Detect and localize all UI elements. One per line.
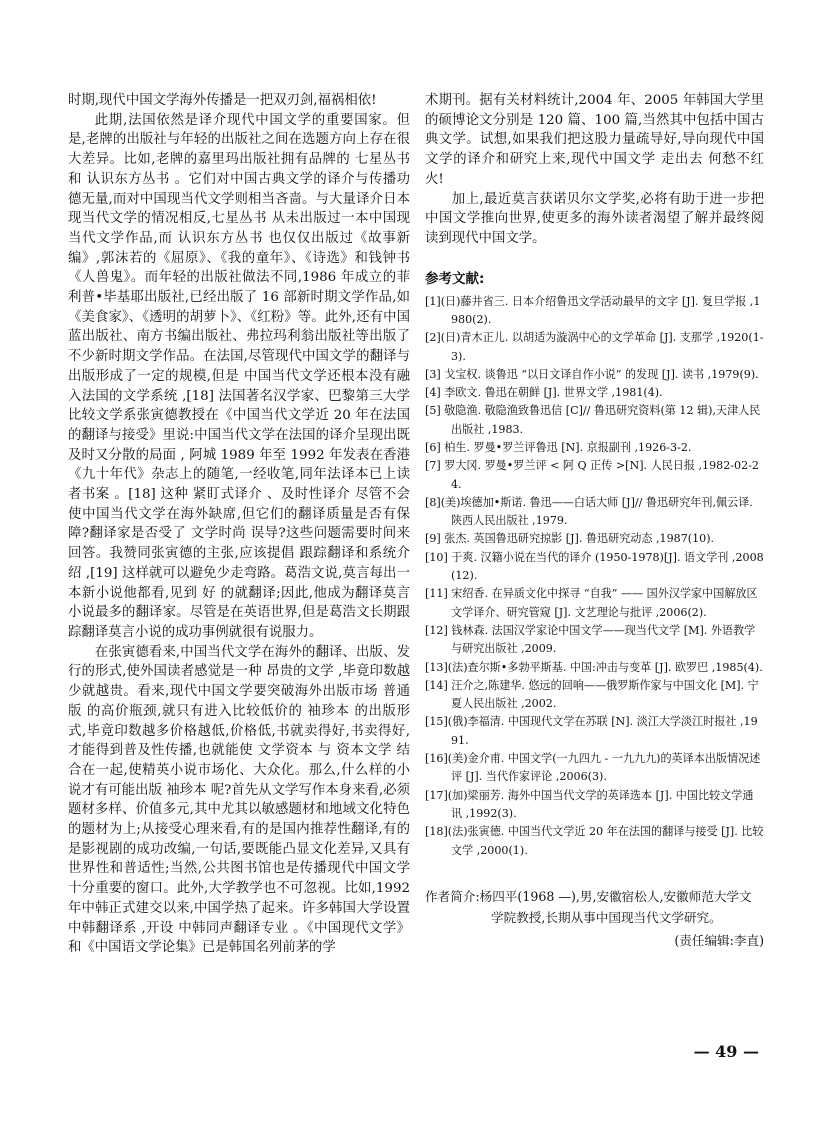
reference-item: [17](加)梁丽芳. 海外中国当代文学的英译选本 [J]. 中国比较文学通讯 ,1992(3). (425, 788, 754, 820)
body-paragraph: 术期刊。据有关材料统计,2004 年、2005 年韩国大学里的硕博论文分别是 120 篇、100 篇,当然其中包括中国古典文学。试想,如果我们把这股力量疏导好,导向现代中国文学的译介和研究上来,现代中国文学 走出去 何愁不红火! (425, 93, 764, 187)
reference-item: [7] 罗大冈. 罗曼•罗兰评 < 阿 Q 正传 >[N]. 人民日报 ,1982-02-24. (425, 459, 759, 491)
reference-item: [14] 汪介之,陈建华. 悠远的回响——俄罗斯作家与中国文化 [M]. 宁夏人民出版社 ,2002. (425, 678, 759, 711)
right-column (425, 91, 764, 951)
body-paragraph: 在张寅德看来,中国当代文学在海外的翻译、出版、发行的形式,使外国读者感觉是一种 昂贵的文学 ,毕竟印数越少就越贵。看来,现代中国文学要突破海外出版市场 普通版 的高价瓶颈,就只有进入比较低价的 袖珍本 的出版形式,毕竟印数越多价格越低,价格低,书就卖得好,书卖得好,才能得到普及性传播,也就能使 文学资本 与 资本文学 结合在一起,使精英小说市场化、大众化。那么,什么样的小说才有可能出版 袖珍本 呢?首先从文学写作本身来看,必须题材多样、价值多元,其中尤其以敏感题材和地域文化特色的题材为上;从接受心理来看,有的是国内推荐性翻译,有的是影视剧的成功改编,一句话,要既能凸显文化差异,又具有世界性和普适性;当然,公共图书馆也是传播现代中国文学十分重要的窗口。此外,大学教学也不可忽视。比如,1992 年中韩正式建交以来,中国学热了起来。许多韩国大学设置 中韩翻译系 ,开设 中韩同声翻译专业 。《中国现代文学》和《中国语文学论集》已是韩国名列前茅的学 (68, 644, 415, 956)
reference-item: [1](日)藤井省三. 日本介绍鲁迅文学活动最早的文字 [J]. 复旦学报 ,1980(2). (425, 294, 761, 326)
body-paragraph: 此期,法国依然是译介现代中国文学的重要国家。但是,老牌的出版社与年轻的出版社之间在选题方向上存在很大差异。比如,老牌的嘉里玛出版社拥有品牌的 七星丛书 和 认识东方丛书 。它们对中国古典文学的译介与传播功德无量,而对中国现当代文学则相当吝啬。与大量译介日本现当代文学的情况相反,七星丛书 从未出版过一本中国现当代文学作品,而 认识东方丛书 也仅仅出版过《故事新编》,郭沫若的《屈原》、《我的童年》、《诗选》和钱钟书《人兽鬼》。而年轻的出版社做法不同,1986 年成立的菲利普•毕基耶出版社,已经出版了 16 部新时期文学作品,如《美食家》、《透明的胡萝卜》、《红粉》等。此外,还有中国蓝出版社、南方书编出版社、弗拉玛利翁出版社等出版了不少新时期文学作品。在法国,尽管现代中国文学的翻译与出版形成了一定的规模,但是 中国当代文学还根本没有融入法国的文学系统 ,[18] 法国著名汉学家、巴黎第三大学比较文学系张寅德教授在《中国当代文学近 20 年在法国的翻译与接受》里说:中国当代文学在法国的译介呈现出既及时又分散的局面 , 阿城 1989 年至 1992 年发表在香港《九十年代》杂志上的随笔,一经收笔,同年法译本已上读者书案 。[18] 这种 紧盯式译介 、及时性译介 尽管不会使中国当代文学在海外缺席,但它们的翻译质量是否有保障?翻译家是否受了 文学时尚 误导?这些问题需要时间来回答。我赞同张寅德的主张,应该提倡 跟踪翻译和系统介绍 ,[19] 这样就可以避免少走弯路。葛浩文说,莫言每出一本新小说他都看,见到 好 的就翻译;因此,他成为翻译莫言小说最多的翻译家。尽管是在英语世界,但是葛浩文长期跟踪翻译莫言小说的成功事例就很有说服力。 (68, 112, 415, 640)
reference-item: [16](美)金介甫. 中国文学(一九四九 - 一九九九)的英译本出版情况述评 [J]. 当代作家评论 ,2006(3). (425, 752, 761, 784)
references-heading: 参考文献: (425, 270, 485, 287)
reference-item: [18](法)张寅德. 中国当代文学近 20 年在法国的翻译与接受 [J]. 比较文学 ,2000(1). (425, 825, 764, 857)
body-paragraph: 时期,现代中国文学海外传播是一把双刃剑,福祸相依! (68, 93, 377, 108)
reference-item: [10] 于爽. 汉籍小说在当代的译介 (1950-1978)[J]. 语文学刊 ,2008(12). (425, 550, 764, 583)
reference-item: [11] 宋绍香. 在异质文化中探寻 “自我” —— 国外汉学家中国解放区文学译介、研究管窥 [J]. 文艺理论与批评 ,2006(2). (425, 587, 758, 619)
reference-item: [12] 钱林森. 法国汉学家论中国文学——现当代文学 [M]. 外语教学与研究出版社 ,2009. (425, 623, 756, 656)
body-paragraph: 加上,最近莫言获诺贝尔文学奖,必将有助于进一步把中国文学推向世界,使更多的海外读者渴望了解并最终阅读到现代中国文学。 (425, 191, 764, 246)
reference-item: [8](美)埃德加•斯诺. 鲁迅——白话大师 [J]// 鲁迅研究年刊,佩云译. 陕西人民出版社 ,1979. (425, 495, 753, 528)
page-number: — 49 — (693, 1042, 759, 1061)
reference-item: [5] 敬隐渔. 敬隐渔致鲁迅信 [C]// 鲁迅研究资料(第 12 辑),天津人民出版社 ,1983. (425, 404, 761, 436)
reference-item: [9] 张杰. 英国鲁迅研究掠影 [J]. 鲁迅研究动态 ,1987(10). (425, 532, 715, 546)
reference-item: [13](法)查尔斯•多勃平斯基. 中国:冲击与变革 [J]. 欧罗巴 ,1985(4). (425, 660, 763, 674)
reference-item: [4] 李欧文. 鲁迅在朝鲜 [J]. 世界文学 ,1981(4). (425, 386, 663, 400)
reference-item: [3] 戈宝权. 谈鲁迅 “以日文译自作小说” 的发现 [J]. 读书 ,1979(9). (425, 367, 759, 381)
reference-item: [15](俄)李福清. 中国现代文学在苏联 [N]. 淡江大学淡江时报社 ,1991. (425, 715, 758, 747)
reference-item: [6] 柏生. 罗曼•罗兰评鲁迅 [N]. 京报副刊 ,1926-3-2. (425, 441, 692, 454)
author-bio: 作者简介:杨四平(1968 —),男,安徽宿松人,安徽师范大学文学院教授,长期从事中国现当代文学研究。 (425, 888, 752, 925)
reference-item: [2](日)青木正儿. 以胡适为漩涡中心的文学革命 [J]. 支那学 ,1920(1-3). (425, 331, 764, 363)
left-column (68, 91, 415, 958)
reference-list (425, 293, 764, 860)
editor-credit: (责任编辑:李直) (674, 932, 764, 948)
